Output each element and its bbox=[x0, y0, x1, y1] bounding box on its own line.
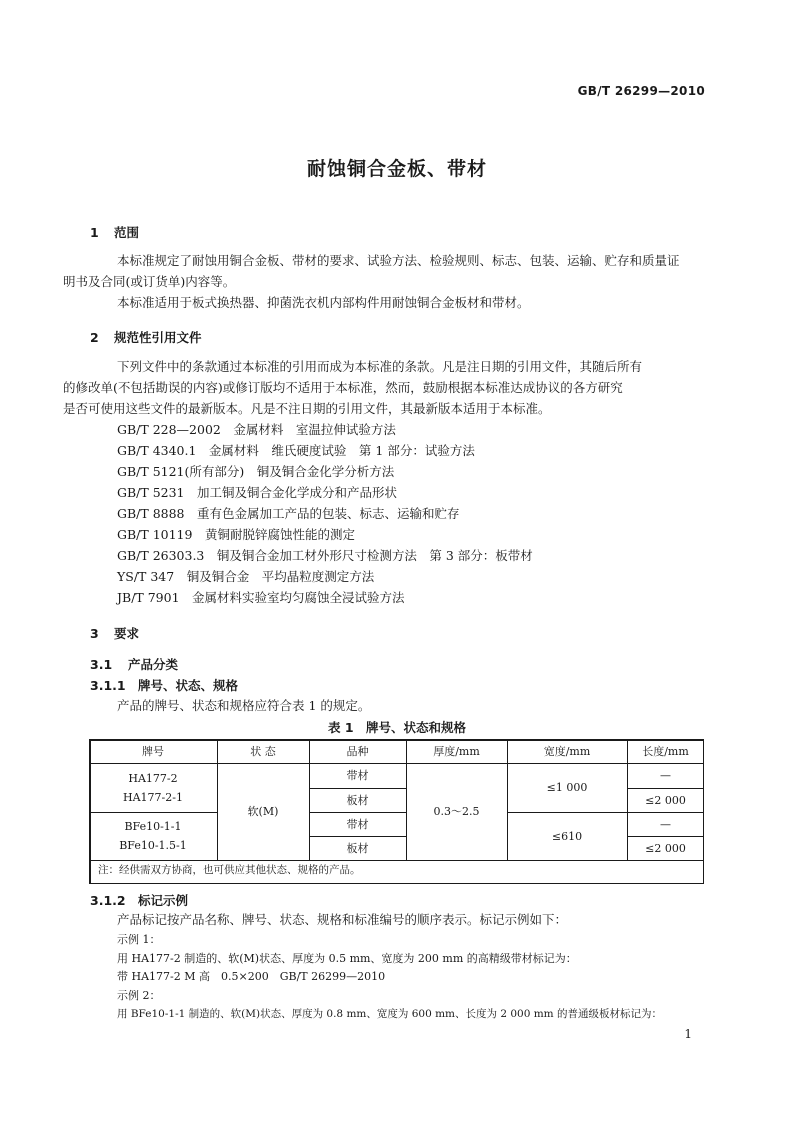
section-title: 标记示例 bbox=[138, 893, 189, 908]
reference-item: GB/T 8888 重有色金属加工产品的包装、标志、运输和贮存 bbox=[117, 506, 460, 521]
grade-name: BFe10-1.5-1 bbox=[119, 839, 187, 852]
normative-intro bbox=[63, 356, 708, 419]
scope-paragraph-1 bbox=[63, 250, 708, 292]
grade-name: HA177-2 bbox=[128, 771, 178, 785]
length-cell: ≤2 000 bbox=[645, 793, 686, 807]
reference-item: GB/T 10119 黄铜耐脱锌腐蚀性能的测定 bbox=[117, 527, 355, 542]
state-cell: 软(M) bbox=[247, 805, 279, 818]
reference-item: GB/T 4340.1 金属材料 维氏硬度试验 第 1 部分：试验方法 bbox=[117, 443, 475, 458]
section-title: 要求 bbox=[114, 626, 140, 641]
length-cell: ≤2 000 bbox=[645, 841, 686, 855]
thickness-cell: 0.3～2.5 bbox=[433, 805, 480, 818]
section-2-heading bbox=[90, 328, 202, 346]
section-number: 3.1 bbox=[90, 657, 113, 672]
section-3-1-1-heading bbox=[90, 676, 238, 694]
grade-cell-b bbox=[89, 812, 217, 860]
reference-item: GB/T 26303.3 铜及铜合金加工材外形尺寸检测方法 第 3 部分：板带材 bbox=[117, 548, 533, 563]
section-number: 1 bbox=[90, 225, 99, 240]
reference-item: GB/T 5231 加工铜及铜合金化学成分和产品形状 bbox=[117, 485, 398, 500]
example-2-description: 用 BFe10-1-1 制造的、软(M)状态、厚度为 0.8 mm、宽度为 600 mm、长度为 2 000 mm 的普通级板材标记为： bbox=[117, 1008, 662, 1020]
grade-cell-a bbox=[89, 763, 217, 812]
header-grade: 牌号 bbox=[142, 744, 164, 758]
table-title: 表 1 牌号、状态和规格 bbox=[327, 720, 467, 735]
table-border bbox=[89, 883, 704, 885]
header-length: 长度/mm bbox=[642, 744, 689, 758]
grade-name: BFe10-1-1 bbox=[124, 820, 182, 833]
kind-cell: 带材 bbox=[346, 817, 369, 831]
section-1-heading bbox=[90, 223, 139, 241]
section-title: 产品分类 bbox=[128, 657, 179, 672]
header-kind: 品种 bbox=[346, 744, 369, 758]
scope-paragraph-2: 本标准适用于板式换热器、抑菌洗衣机内部构件用耐蚀铜合金板材和带材。 bbox=[117, 295, 530, 310]
section-number: 3 bbox=[90, 626, 99, 641]
width-cell: ≤1 000 bbox=[546, 781, 588, 794]
section-number: 3.1.2 bbox=[90, 893, 126, 908]
example-1-marking: 带 HA177-2 M 高 0.5×200 GB/T 26299—2010 bbox=[117, 970, 386, 983]
reference-item: GB/T 5121(所有部分) 铜及铜合金化学分析方法 bbox=[117, 464, 395, 479]
reference-item: GB/T 228—2002 金属材料 室温拉伸试验方法 bbox=[117, 422, 396, 437]
normative-intro-line-3: 是否可使用这些文件的最新版本。凡是不注日期的引用文件，其最新版本适用于本标准。 bbox=[63, 401, 551, 416]
section-title: 牌号、状态、规格 bbox=[138, 678, 239, 693]
length-cell: — bbox=[660, 769, 671, 782]
kind-cell: 板材 bbox=[346, 841, 369, 855]
table-note: 注：经供需双方协商，也可供应其他状态、规格的产品。 bbox=[98, 864, 361, 876]
standard-number: GB/T 26299—2010 bbox=[577, 84, 705, 98]
section-number: 2 bbox=[90, 330, 99, 345]
header-state: 状 态 bbox=[250, 744, 276, 758]
section-3-1-2-heading bbox=[90, 891, 188, 909]
grade-name: HA177-2-1 bbox=[123, 790, 183, 804]
example-2-label: 示例 2： bbox=[117, 989, 161, 1002]
scope-line-2: 明书及合同(或订货单)内容等。 bbox=[63, 274, 236, 289]
normative-intro-line-2: 的修改单(不包括勘误的内容)或修订版均不适用于本标准，然而，鼓励根据本标准达成协议的各方研究 bbox=[63, 380, 623, 395]
table-rule bbox=[89, 860, 704, 861]
page-number: 1 bbox=[684, 1027, 692, 1041]
header-width: 宽度/mm bbox=[543, 744, 591, 758]
scope-line-1: 本标准规定了耐蚀用铜合金板、带材的要求、试验方法、检验规则、标志、包装、运输、贮存和质量证 bbox=[117, 253, 680, 268]
section-number: 3.1.1 bbox=[90, 678, 126, 693]
requirement-text: 产品的牌号、状态和规格应符合表 1 的规定。 bbox=[117, 698, 371, 713]
header-thickness: 厚度/mm bbox=[433, 744, 480, 758]
width-cell: ≤610 bbox=[551, 829, 583, 843]
example-1-label: 示例 1： bbox=[117, 933, 161, 946]
document-title: 耐蚀铜合金板、带材 bbox=[306, 158, 487, 180]
reference-item: YS/T 347 铜及铜合金 平均晶粒度测定方法 bbox=[117, 569, 375, 584]
section-title: 规范性引用文件 bbox=[114, 330, 202, 345]
section-title: 范围 bbox=[114, 225, 140, 240]
section-3-1-heading bbox=[90, 655, 178, 673]
normative-intro-line-1: 下列文件中的条款通过本标准的引用而成为本标准的条款。凡是注日期的引用文件，其随后所有 bbox=[117, 359, 643, 374]
section-3-heading bbox=[90, 624, 139, 642]
kind-cell: 板材 bbox=[346, 793, 369, 807]
marking-intro: 产品标记按产品名称、牌号、状态、规格和标准编号的顺序表示。标记示例如下： bbox=[117, 912, 568, 927]
kind-cell: 带材 bbox=[346, 769, 369, 782]
length-cell: — bbox=[660, 817, 671, 831]
reference-item: JB/T 7901 金属材料实验室均匀腐蚀全浸试验方法 bbox=[117, 590, 405, 605]
example-1-description: 用 HA177-2 制造的、软(M)状态、厚度为 0.5 mm、宽度为 200 mm 的高精级带材标记为： bbox=[117, 952, 577, 965]
